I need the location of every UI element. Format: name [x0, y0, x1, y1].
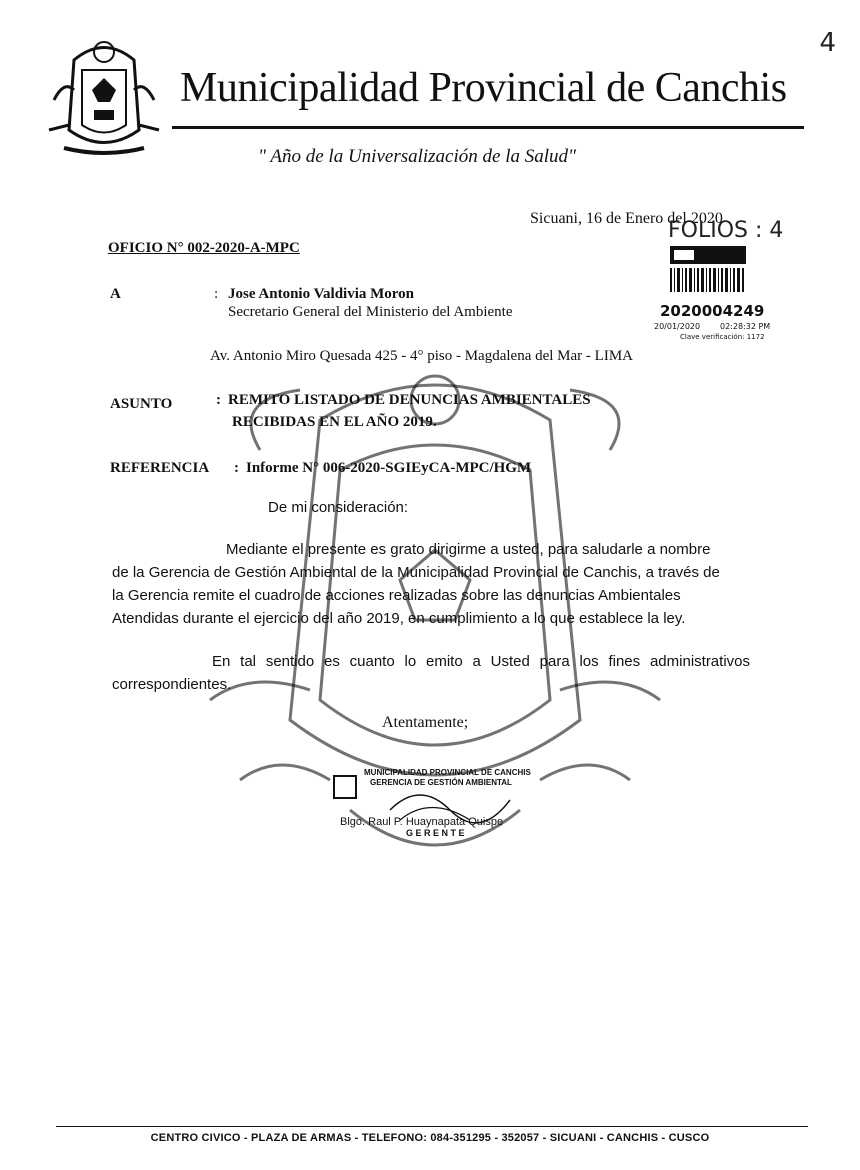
subject-colon: :: [216, 392, 221, 408]
signer-name: Blgo. Raul P. Huaynapata Quispe: [340, 816, 504, 828]
subject-line-2: RECIBIDAS EN EL AÑO 2019.: [232, 414, 437, 430]
subject-label: ASUNTO: [110, 396, 173, 412]
page-title: Municipalidad Provincial de Canchis: [180, 65, 787, 111]
footer-address: CENTRO CIVICO - PLAZA DE ARMAS - TELEFONO: 084-351295 - 352057 - SICUANI - CANCHIS - CUSCO: [150, 1132, 710, 1144]
sign-stamp-line-2: GERENCIA DE GESTIÓN AMBIENTAL: [370, 778, 512, 787]
year-motto: " Año de la Universalización de la Salud": [258, 146, 576, 167]
body-paragraph-2: En tal sentido es cuanto lo emito a Usted para los fines administrativos correspondientes.: [112, 653, 750, 693]
letter-date: Sicuani, 16 de Enero del 2020: [530, 210, 723, 227]
signer-role: G E R E N T E: [406, 828, 465, 838]
sign-stamp-line-1: MUNICIPALIDAD PROVINCIAL DE CANCHIS: [364, 768, 531, 777]
to-label: A: [110, 286, 121, 302]
reference-colon: :: [234, 460, 239, 476]
page-number: 4: [819, 28, 836, 58]
footer-divider: [56, 1126, 808, 1127]
barcode-icon: [668, 244, 748, 294]
title-divider: [172, 126, 804, 129]
registry-number: 2020004249: [660, 302, 765, 320]
registry-verification: Clave verificación: 1172: [680, 333, 765, 341]
folios-annotation: FOLIOS : 4: [668, 218, 784, 243]
to-colon: :: [214, 286, 219, 302]
salutation: De mi consideración:: [268, 499, 409, 516]
closing: Atentamente;: [382, 714, 469, 731]
registry-date: 20/01/2020: [654, 322, 701, 331]
registry-time: 02:28:32 PM: [720, 322, 771, 331]
reference-label: REFERENCIA: [110, 460, 210, 476]
subject-line-1: REMITO LISTADO DE DENUNCIAS AMBIENTALES: [228, 392, 591, 408]
municipal-coat-of-arms-icon: [44, 30, 164, 160]
to-name: Jose Antonio Valdivia Moron: [228, 286, 415, 302]
reference-value: Informe N° 006-2020-SGIEyCA-MPC/HGM: [246, 460, 532, 476]
to-role: Secretario General del Ministerio del Ambiente: [228, 304, 513, 320]
to-address: Av. Antonio Miro Quesada 425 - 4° piso - Magdalena del Mar - LIMA: [210, 348, 633, 364]
body-paragraph-1: Mediante el presente es grato dirigirme a usted, para saludarle a nombre de la Gerencia de Gestión Ambiental de la Municipalidad Provincial de Canchis, a través de la Gerencia remite el cuadro de acciones realizadas sobre las denuncias Ambientales Atendidas durante el ejercicio del año 2019, en cumplimiento a lo que establece la ley.: [112, 541, 720, 627]
oficio-number: OFICIO N° 002-2020-A-MPC: [108, 240, 300, 256]
